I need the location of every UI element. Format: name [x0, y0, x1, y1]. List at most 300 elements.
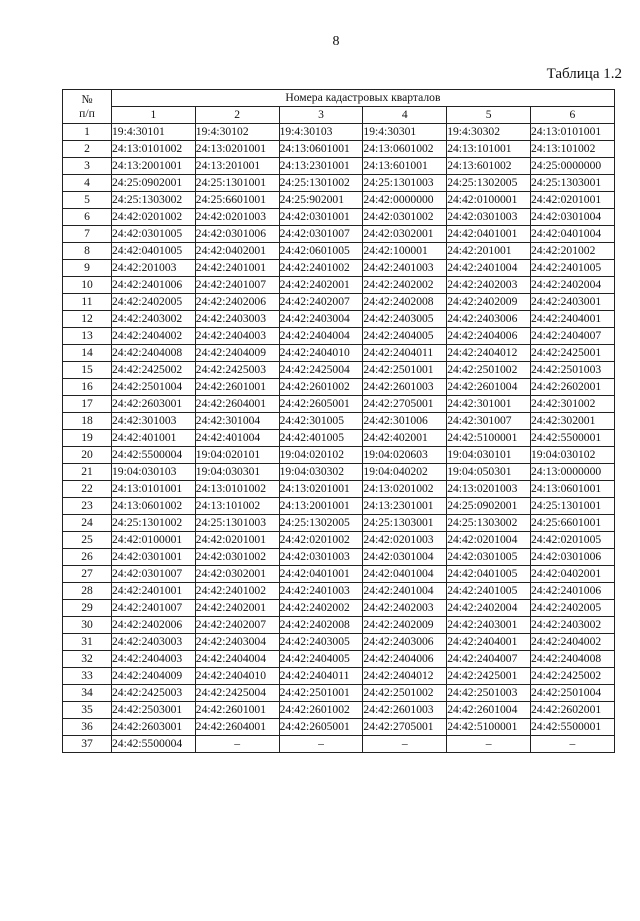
cadastral-number-cell: 24:42:0301006: [530, 549, 614, 566]
cadastral-number-cell: 24:42:2501004: [112, 379, 196, 396]
cadastral-number-cell: 24:42:0100001: [112, 532, 196, 549]
cadastral-number-cell: 24:42:2501001: [279, 685, 363, 702]
cadastral-number-cell: 24:13:0601001: [530, 481, 614, 498]
cadastral-number-cell: 24:42:0201001: [530, 192, 614, 209]
cadastral-number-cell: 24:42:2601002: [279, 702, 363, 719]
cadastral-number-cell: 24:42:2402009: [363, 617, 447, 634]
row-number-cell: 8: [63, 243, 112, 260]
cadastral-number-cell: 24:42:2601002: [279, 379, 363, 396]
table-row: [63, 243, 615, 260]
cadastral-number-cell: 24:42:201001: [447, 243, 531, 260]
row-number-cell: 32: [63, 651, 112, 668]
cadastral-number-cell: 24:42:0401001: [447, 226, 531, 243]
cadastral-number-cell: 24:25:1302005: [279, 515, 363, 532]
table-row: [63, 413, 615, 430]
cadastral-number-cell: 24:42:2402004: [447, 600, 531, 617]
row-number-cell: 19: [63, 430, 112, 447]
cadastral-number-cell: 24:42:2401005: [447, 583, 531, 600]
cadastral-number-cell: 24:42:5500004: [112, 736, 196, 753]
table-row: [63, 209, 615, 226]
row-number-cell: 26: [63, 549, 112, 566]
cadastral-number-cell: 19:04:050301: [447, 464, 531, 481]
cadastral-number-cell: 24:42:2602001: [530, 379, 614, 396]
cadastral-number-cell: 24:42:2401003: [363, 260, 447, 277]
cadastral-number-cell: 24:42:0401005: [112, 243, 196, 260]
cadastral-number-cell: 24:42:0301002: [195, 549, 279, 566]
column-number-row: [63, 107, 615, 124]
cadastral-number-cell: 24:42:2401004: [447, 260, 531, 277]
table-row: [63, 192, 615, 209]
cadastral-number-cell: 24:42:0201003: [195, 209, 279, 226]
cadastral-number-cell: 24:42:0301004: [530, 209, 614, 226]
cadastral-number-cell: 24:42:0301002: [363, 209, 447, 226]
cadastral-number-cell: 24:42:2403006: [447, 311, 531, 328]
cadastral-number-cell: 24:42:2403001: [447, 617, 531, 634]
cadastral-number-cell: 19:04:030301: [195, 464, 279, 481]
table-row: [63, 158, 615, 175]
cadastral-number-cell: 24:42:2404003: [112, 651, 196, 668]
row-number-cell: 14: [63, 345, 112, 362]
row-number-cell: 6: [63, 209, 112, 226]
cadastral-number-cell: 24:42:2403004: [195, 634, 279, 651]
cadastral-number-cell: 24:42:2402008: [279, 617, 363, 634]
row-number-cell: 25: [63, 532, 112, 549]
cadastral-number-cell: 24:25:1302005: [447, 175, 531, 192]
cadastral-number-cell: 24:42:2404002: [112, 328, 196, 345]
cadastral-number-cell: 24:42:2403004: [279, 311, 363, 328]
row-number-cell: 10: [63, 277, 112, 294]
cadastral-number-cell: 24:42:2425001: [530, 345, 614, 362]
cadastral-number-cell: 24:42:2403003: [112, 634, 196, 651]
cadastral-number-cell: 24:42:401001: [112, 430, 196, 447]
cadastral-number-cell: 24:13:0101001: [530, 124, 614, 141]
row-number-cell: 29: [63, 600, 112, 617]
cadastral-number-cell: 24:42:2402007: [195, 617, 279, 634]
table-row: [63, 532, 615, 549]
table-row: [63, 430, 615, 447]
cadastral-number-cell: 24:42:0301005: [447, 549, 531, 566]
column-number-header: 3: [279, 107, 363, 124]
cadastral-number-cell: 24:13:0101002: [112, 141, 196, 158]
cadastral-number-cell: 24:42:2404010: [195, 668, 279, 685]
cadastral-number-cell: 24:42:2401005: [530, 260, 614, 277]
cadastral-number-cell: 24:42:2501002: [363, 685, 447, 702]
header-no-sign: №: [81, 92, 93, 106]
cadastral-number-cell: 24:25:6601001: [195, 192, 279, 209]
cadastral-number-cell: 24:42:302001: [530, 413, 614, 430]
cadastral-number-cell: 24:42:2401003: [279, 583, 363, 600]
cadastral-number-cell: 24:42:0301007: [279, 226, 363, 243]
cadastral-number-cell: 24:42:2404004: [195, 651, 279, 668]
cadastral-number-cell: 24:42:0301003: [279, 549, 363, 566]
cadastral-number-cell: 19:4:30101: [112, 124, 196, 141]
table-row: [63, 498, 615, 515]
cadastral-number-cell: 24:42:2404011: [363, 345, 447, 362]
cadastral-number-cell: 24:42:2402003: [363, 600, 447, 617]
cadastral-number-cell: 24:42:301007: [447, 413, 531, 430]
row-number-cell: 23: [63, 498, 112, 515]
cadastral-number-cell: 24:42:0100001: [447, 192, 531, 209]
cadastral-number-cell: 24:13:2301001: [363, 498, 447, 515]
cadastral-number-cell: 24:42:2503001: [112, 702, 196, 719]
cadastral-number-cell: –: [279, 736, 363, 753]
cadastral-number-cell: 19:04:040202: [363, 464, 447, 481]
cadastral-number-cell: 24:42:2425002: [112, 362, 196, 379]
cadastral-number-cell: 24:42:2425002: [530, 668, 614, 685]
cadastral-number-cell: 24:42:2402006: [112, 617, 196, 634]
row-number-cell: 27: [63, 566, 112, 583]
table-row: [63, 260, 615, 277]
row-number-cell: 3: [63, 158, 112, 175]
cadastral-number-cell: 24:42:2425003: [112, 685, 196, 702]
cadastral-number-cell: 24:13:0201001: [279, 481, 363, 498]
cadastral-number-cell: 24:42:2402005: [530, 600, 614, 617]
cadastral-number-cell: 24:42:2402001: [279, 277, 363, 294]
column-number-header: 6: [530, 107, 614, 124]
cadastral-number-cell: 24:25:1303002: [447, 515, 531, 532]
cadastral-number-cell: 24:42:2404010: [279, 345, 363, 362]
cadastral-number-cell: 19:4:30103: [279, 124, 363, 141]
cadastral-number-cell: 24:42:2601004: [447, 379, 531, 396]
cadastral-number-cell: –: [447, 736, 531, 753]
cadastral-number-cell: 24:42:0201003: [363, 532, 447, 549]
row-number-cell: 33: [63, 668, 112, 685]
cadastral-number-cell: 24:13:0201001: [195, 141, 279, 158]
cadastral-number-cell: 24:25:1303002: [112, 192, 196, 209]
cadastral-number-cell: 24:42:2401002: [279, 260, 363, 277]
cadastral-number-cell: 24:42:2425001: [447, 668, 531, 685]
cadastral-number-cell: 24:42:301004: [195, 413, 279, 430]
cadastral-number-cell: 24:13:101001: [447, 141, 531, 158]
row-number-cell: 34: [63, 685, 112, 702]
cadastral-number-cell: 24:42:301005: [279, 413, 363, 430]
cadastral-number-cell: 24:42:5500001: [530, 719, 614, 736]
cadastral-number-cell: 24:42:2403001: [530, 294, 614, 311]
cadastral-number-cell: 24:42:0302001: [363, 226, 447, 243]
cadastral-number-cell: 24:42:2501004: [530, 685, 614, 702]
cadastral-number-cell: 24:25:1303001: [363, 515, 447, 532]
row-number-cell: 35: [63, 702, 112, 719]
cadastral-number-cell: –: [363, 736, 447, 753]
cadastral-number-cell: –: [530, 736, 614, 753]
cadastral-number-cell: 24:42:2601003: [363, 702, 447, 719]
cadastral-number-cell: 24:42:2601001: [195, 702, 279, 719]
cadastral-number-cell: 24:42:2402007: [279, 294, 363, 311]
group-header: Номера кадастровых кварталов: [112, 90, 615, 107]
row-number-cell: 37: [63, 736, 112, 753]
table-row: [63, 566, 615, 583]
cadastral-number-cell: 24:42:2401001: [112, 583, 196, 600]
cadastral-number-cell: 24:42:0401005: [447, 566, 531, 583]
cadastral-number-cell: 24:25:902001: [279, 192, 363, 209]
row-number-cell: 18: [63, 413, 112, 430]
table-row: [63, 328, 615, 345]
row-number-cell: 15: [63, 362, 112, 379]
cadastral-number-cell: 24:42:2501002: [447, 362, 531, 379]
table-row: [63, 396, 615, 413]
row-number-cell: 28: [63, 583, 112, 600]
cadastral-number-cell: 24:42:5500004: [112, 447, 196, 464]
cadastral-number-cell: 24:25:1301002: [279, 175, 363, 192]
column-number-header: 2: [195, 107, 279, 124]
cadastral-number-cell: 24:13:201001: [195, 158, 279, 175]
cadastral-number-cell: 24:42:2404005: [279, 651, 363, 668]
cadastral-number-cell: 24:42:401004: [195, 430, 279, 447]
table-row: [63, 226, 615, 243]
header-pp: п/п: [79, 106, 95, 120]
cadastral-number-cell: 24:13:0601001: [279, 141, 363, 158]
column-number-header: 1: [112, 107, 196, 124]
cadastral-number-cell: 24:42:0301006: [195, 226, 279, 243]
cadastral-number-cell: 24:42:2402001: [195, 600, 279, 617]
table-row: [63, 294, 615, 311]
cadastral-number-cell: 19:04:020603: [363, 447, 447, 464]
cadastral-number-cell: 24:42:2425004: [279, 362, 363, 379]
cadastral-number-cell: 24:25:1303001: [530, 175, 614, 192]
cadastral-number-cell: 19:04:030103: [112, 464, 196, 481]
cadastral-number-cell: 24:42:2605001: [279, 396, 363, 413]
cadastral-number-cell: 24:42:2402005: [112, 294, 196, 311]
cadastral-number-cell: 19:4:30301: [363, 124, 447, 141]
table-row: [63, 175, 615, 192]
table-row: [63, 447, 615, 464]
cadastral-number-cell: 24:42:0301001: [279, 209, 363, 226]
cadastral-number-cell: 24:42:2601001: [195, 379, 279, 396]
cadastral-number-cell: 24:42:0301005: [112, 226, 196, 243]
row-number-cell: 22: [63, 481, 112, 498]
cadastral-number-cell: 24:42:2404007: [530, 328, 614, 345]
cadastral-number-cell: 24:42:2404004: [279, 328, 363, 345]
cadastral-number-cell: 24:42:2401006: [530, 583, 614, 600]
cadastral-number-cell: 24:13:0101002: [195, 481, 279, 498]
table-row: [63, 277, 615, 294]
cadastral-number-cell: 19:04:020101: [195, 447, 279, 464]
cadastral-number-cell: 24:42:2605001: [279, 719, 363, 736]
cadastral-number-cell: 24:25:1301002: [112, 515, 196, 532]
cadastral-number-cell: 24:42:2402003: [447, 277, 531, 294]
table-row: [63, 379, 615, 396]
cadastral-number-cell: 24:42:2401004: [363, 583, 447, 600]
cadastral-number-cell: 24:13:101002: [530, 141, 614, 158]
cadastral-number-cell: 24:42:2404002: [530, 634, 614, 651]
cadastral-number-cell: 24:13:2001001: [279, 498, 363, 515]
row-number-cell: 30: [63, 617, 112, 634]
cadastral-number-cell: 24:42:301002: [530, 396, 614, 413]
cadastral-number-cell: 24:42:0401004: [363, 566, 447, 583]
cadastral-number-cell: 24:42:402001: [363, 430, 447, 447]
row-number-cell: 31: [63, 634, 112, 651]
page-number: 8: [332, 34, 340, 49]
table-body: [63, 124, 615, 753]
table-row: [63, 311, 615, 328]
cadastral-number-cell: 24:42:2402002: [363, 277, 447, 294]
cadastral-number-cell: 24:42:0000000: [363, 192, 447, 209]
cadastral-number-cell: 24:42:2501003: [447, 685, 531, 702]
row-number-cell: 21: [63, 464, 112, 481]
table-row: [63, 481, 615, 498]
cadastral-number-cell: 24:42:2603001: [112, 719, 196, 736]
cadastral-number-cell: 24:42:2404005: [363, 328, 447, 345]
cadastral-number-cell: 19:4:30102: [195, 124, 279, 141]
column-number-header: 4: [363, 107, 447, 124]
row-number-cell: 12: [63, 311, 112, 328]
table-caption: Таблица 1.2: [546, 66, 622, 82]
cadastral-number-cell: 24:13:0201003: [447, 481, 531, 498]
cadastral-number-cell: 24:42:2402006: [195, 294, 279, 311]
cadastral-number-cell: 24:42:2404006: [447, 328, 531, 345]
cadastral-number-cell: 24:25:1301003: [363, 175, 447, 192]
cadastral-number-cell: 24:42:2425004: [195, 685, 279, 702]
cadastral-number-cell: 24:42:301006: [363, 413, 447, 430]
cadastral-number-cell: 24:42:2402009: [447, 294, 531, 311]
cadastral-number-cell: 24:42:2604001: [195, 396, 279, 413]
cadastral-number-cell: 24:42:2402002: [279, 600, 363, 617]
table-row: [63, 345, 615, 362]
cadastral-number-cell: 24:42:0201004: [447, 532, 531, 549]
table-row: [63, 651, 615, 668]
cadastral-number-cell: 24:42:2404001: [530, 311, 614, 328]
cadastral-number-cell: 24:13:0201002: [363, 481, 447, 498]
cadastral-number-cell: 24:42:2403002: [530, 617, 614, 634]
cadastral-number-cell: 24:42:0201002: [279, 532, 363, 549]
cadastral-number-cell: 24:42:0201005: [530, 532, 614, 549]
cadastral-number-cell: 24:42:2403002: [112, 311, 196, 328]
cadastral-quarters-table: [62, 89, 615, 753]
table-row: [63, 549, 615, 566]
cadastral-number-cell: 24:25:6601001: [530, 515, 614, 532]
row-number-cell: 2: [63, 141, 112, 158]
column-number-header: 5: [447, 107, 531, 124]
cadastral-number-cell: 24:42:2404012: [363, 668, 447, 685]
cadastral-number-cell: 24:42:2401007: [112, 600, 196, 617]
cadastral-number-cell: 24:13:0101001: [112, 481, 196, 498]
cadastral-number-cell: 24:42:2404001: [447, 634, 531, 651]
row-number-cell: 16: [63, 379, 112, 396]
cadastral-number-cell: 24:42:2404003: [195, 328, 279, 345]
table-row: [63, 668, 615, 685]
row-number-cell: 24: [63, 515, 112, 532]
table-row: [63, 634, 615, 651]
cadastral-number-cell: 24:42:0301003: [447, 209, 531, 226]
cadastral-number-cell: 24:25:0902001: [447, 498, 531, 515]
cadastral-number-cell: 24:42:2601003: [363, 379, 447, 396]
cadastral-number-cell: 24:42:0401004: [530, 226, 614, 243]
row-number-cell: 4: [63, 175, 112, 192]
cadastral-number-cell: 24:42:2402008: [363, 294, 447, 311]
cadastral-number-cell: 24:42:2404007: [447, 651, 531, 668]
cadastral-number-cell: 24:42:0301001: [112, 549, 196, 566]
cadastral-number-cell: 24:25:0000000: [530, 158, 614, 175]
row-number-cell: 1: [63, 124, 112, 141]
cadastral-number-cell: 24:42:2404008: [530, 651, 614, 668]
cadastral-number-cell: 24:42:2603001: [112, 396, 196, 413]
cadastral-number-cell: 19:04:030101: [447, 447, 531, 464]
cadastral-number-cell: 24:42:2403003: [195, 311, 279, 328]
cadastral-number-cell: 24:42:2404009: [112, 668, 196, 685]
cadastral-number-cell: 24:42:5500001: [530, 430, 614, 447]
cadastral-number-cell: 24:42:301003: [112, 413, 196, 430]
cadastral-number-cell: 24:42:2401001: [195, 260, 279, 277]
cadastral-number-cell: 24:13:601002: [447, 158, 531, 175]
cadastral-number-cell: 24:42:2401006: [112, 277, 196, 294]
table-row: [63, 515, 615, 532]
table-row: [63, 719, 615, 736]
table-header: [63, 90, 615, 124]
cadastral-number-cell: 24:42:2403005: [279, 634, 363, 651]
table-row: [63, 702, 615, 719]
cadastral-number-cell: 24:13:0000000: [530, 464, 614, 481]
cadastral-number-cell: 19:04:020102: [279, 447, 363, 464]
row-number-cell: 9: [63, 260, 112, 277]
cadastral-number-cell: 24:13:2301001: [279, 158, 363, 175]
cadastral-number-cell: 24:42:2425003: [195, 362, 279, 379]
cadastral-number-cell: 24:42:201002: [530, 243, 614, 260]
cadastral-number-cell: 24:42:2705001: [363, 719, 447, 736]
cadastral-number-cell: 24:42:5100001: [447, 430, 531, 447]
table-row: [63, 685, 615, 702]
cadastral-number-cell: 24:42:2501003: [530, 362, 614, 379]
cadastral-number-cell: –: [195, 736, 279, 753]
cadastral-number-cell: 24:42:0402001: [195, 243, 279, 260]
cadastral-number-cell: 24:42:2403005: [363, 311, 447, 328]
cadastral-number-cell: 24:42:2604001: [195, 719, 279, 736]
cadastral-number-cell: 24:25:1301001: [530, 498, 614, 515]
cadastral-number-cell: 24:13:2001001: [112, 158, 196, 175]
row-number-cell: 36: [63, 719, 112, 736]
cadastral-number-cell: 24:25:1301001: [195, 175, 279, 192]
table-row: [63, 600, 615, 617]
cadastral-number-cell: 24:42:2501001: [363, 362, 447, 379]
row-number-cell: 20: [63, 447, 112, 464]
cadastral-number-cell: 24:42:0302001: [195, 566, 279, 583]
cadastral-number-cell: 24:42:0301007: [112, 566, 196, 583]
table-row: [63, 464, 615, 481]
cadastral-number-cell: 24:42:2602001: [530, 702, 614, 719]
cadastral-number-cell: 24:42:2404011: [279, 668, 363, 685]
cadastral-number-cell: 24:13:601001: [363, 158, 447, 175]
row-number-cell: 7: [63, 226, 112, 243]
cadastral-number-cell: 24:42:2401007: [195, 277, 279, 294]
row-number-cell: 11: [63, 294, 112, 311]
cadastral-number-cell: 19:04:030302: [279, 464, 363, 481]
cadastral-number-cell: 24:42:5100001: [447, 719, 531, 736]
cadastral-number-cell: 24:42:201003: [112, 260, 196, 277]
cadastral-number-cell: 24:42:301001: [447, 396, 531, 413]
cadastral-number-cell: 24:42:2601004: [447, 702, 531, 719]
cadastral-number-cell: 24:13:0601002: [363, 141, 447, 158]
cadastral-number-cell: 24:42:401005: [279, 430, 363, 447]
cadastral-number-cell: 24:42:0301004: [363, 549, 447, 566]
cadastral-number-cell: 24:25:0902001: [112, 175, 196, 192]
cadastral-number-cell: 24:42:0201001: [195, 532, 279, 549]
cadastral-number-cell: 19:4:30302: [447, 124, 531, 141]
cadastral-number-cell: 24:13:101002: [195, 498, 279, 515]
row-number-cell: 17: [63, 396, 112, 413]
cadastral-number-cell: 19:04:030102: [530, 447, 614, 464]
cadastral-number-cell: 24:42:2404006: [363, 651, 447, 668]
cadastral-number-cell: 24:42:0201002: [112, 209, 196, 226]
cadastral-number-cell: 24:25:1301003: [195, 515, 279, 532]
table-row: [63, 583, 615, 600]
table-row: [63, 617, 615, 634]
table-row: [63, 362, 615, 379]
row-number-cell: 13: [63, 328, 112, 345]
table-row: [63, 736, 615, 753]
cadastral-number-cell: 24:42:0601005: [279, 243, 363, 260]
cadastral-number-cell: 24:42:2404012: [447, 345, 531, 362]
row-number-cell: 5: [63, 192, 112, 209]
cadastral-number-cell: 24:42:2401002: [195, 583, 279, 600]
